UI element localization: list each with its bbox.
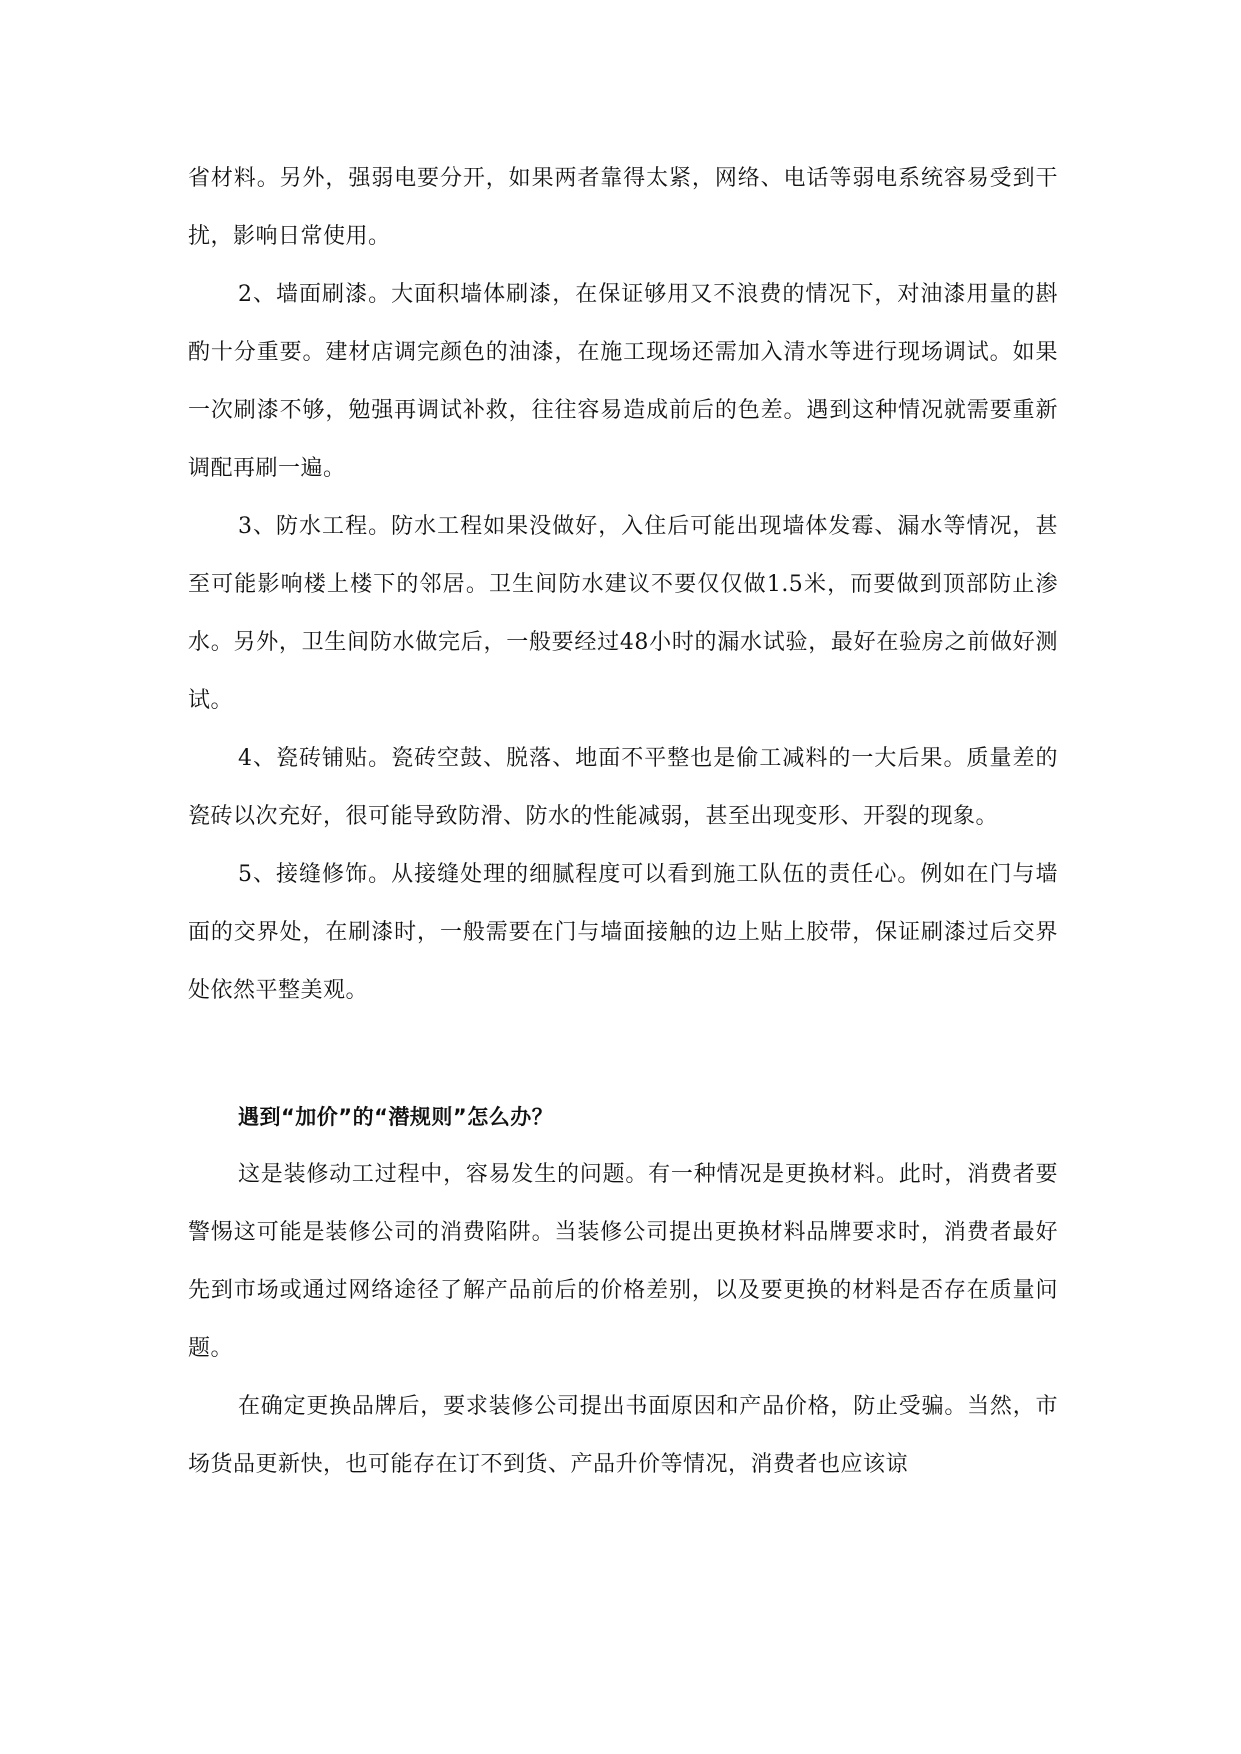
paragraph-continuation: 省材料。另外，强弱电要分开，如果两者靠得太紧，网络、电话等弱电系统容易受到干扰，影响日常使用。 [188,166,1058,249]
paragraph-waterproofing: 3、防水工程。防水工程如果没做好，入住后可能出现墙体发霉、漏水等情况，甚至可能影响楼上楼下的邻居。卫生间防水建议不要仅仅做1.5米，而要做到顶部防止渗水。另外，卫生间防水做完后，一般要经过48小时的漏水试验，最好在验房之前做好测试。 [188,514,1058,713]
paragraph-wall-painting: 2、墙面刷漆。大面积墙体刷漆，在保证够用又不浪费的情况下，对油漆用量的斟酌十分重要。建材店调完颜色的油漆，在施工现场还需加入清水等进行现场调试。如果一次刷漆不够，勉强再调试补救，往往容易造成前后的色差。遇到这种情况就需要重新调配再刷一遍。 [188,282,1058,481]
paragraph-brand-change: 在确定更换品牌后，要求装修公司提出书面原因和产品价格，防止受骗。当然，市场货品更新快，也可能存在订不到货、产品升价等情况，消费者也应该谅 [188,1394,1058,1477]
paragraph-price-increase: 这是装修动工过程中，容易发生的问题。有一种情况是更换材料。此时，消费者要警惕这可能是装修公司的消费陷阱。当装修公司提出更换材料品牌要求时，消费者最好先到市场或通过网络途径了解产品前后的价格差别，以及要更换的材料是否存在质量问题。 [188,1162,1058,1361]
document-body [188,150,1058,1494]
paragraph-tile-laying: 4、瓷砖铺贴。瓷砖空鼓、脱落、地面不平整也是偷工减料的一大后果。质量差的瓷砖以次充好，很可能导致防滑、防水的性能减弱，甚至出现变形、开裂的现象。 [188,746,1058,829]
section-heading: 遇到“加价”的“潜规则”怎么办？ [238,1105,554,1129]
paragraph-seam-finishing: 5、接缝修饰。从接缝处理的细腻程度可以看到施工队伍的责任心。例如在门与墙面的交界处，在刷漆时，一般需要在门与墙面接触的边上贴上胶带，保证刷漆过后交界处依然平整美观。 [188,862,1058,1003]
